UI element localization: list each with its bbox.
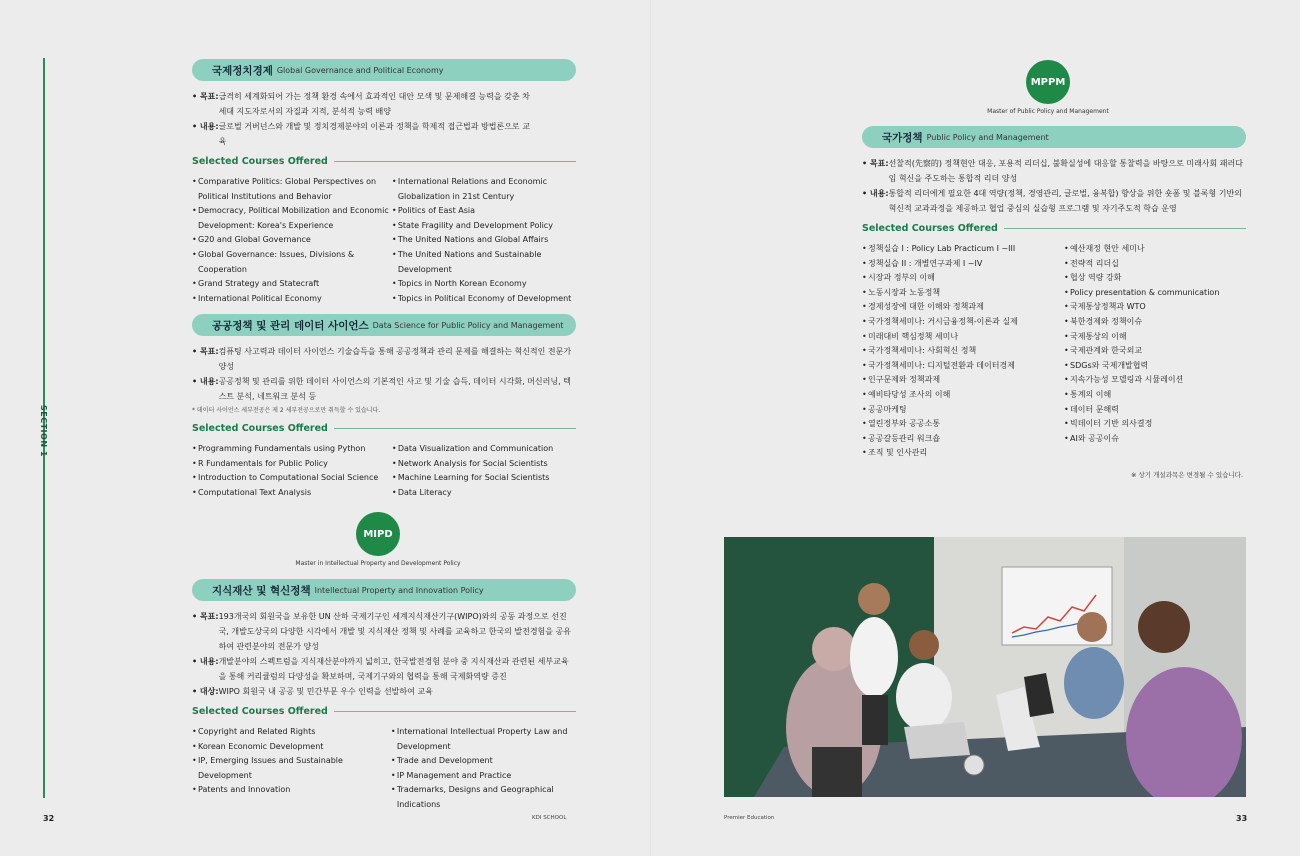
course-item: • 국제통상정책과 WTO xyxy=(1064,300,1244,315)
course-item: • Trade and Development xyxy=(391,754,576,769)
page-number-right: 33 xyxy=(1236,814,1248,823)
mppm-title-ko: 국가정책 xyxy=(882,131,923,144)
course-item: • 예산재정 현안 세미나 xyxy=(1064,242,1244,257)
classroom-photo xyxy=(724,537,1246,797)
dsppm-goal: • 목표: 컴퓨팅 사고력과 데이터 사이언스 기술습득을 통해 공공정책과 관리 문제를 해결하는 혁신적인 전문가 양성 xyxy=(192,347,572,371)
course-item: • Topics in Political Economy of Development xyxy=(392,292,576,307)
course-item: • Topics in North Korean Economy xyxy=(392,277,576,292)
mipd-title-ko: 지식재산 및 혁신정책 xyxy=(212,584,311,597)
dsppm-note: * 데이터 사이언스 세부전공은 제 2 세부전공으로만 취득할 수 있습니다. xyxy=(192,407,381,414)
course-item: • 공공마케팅 xyxy=(862,403,1064,418)
dsppm-title-en: Data Science for Public Policy and Management xyxy=(372,320,564,330)
course-item: • 국가정책세미나: 사회혁신 정책 xyxy=(862,344,1064,359)
ggpe-bullets xyxy=(192,89,532,149)
page-gutter xyxy=(650,0,651,856)
course-item: • 미래대비 핵심정책 세미나 xyxy=(862,330,1064,345)
course-item: • 경제성장에 대한 이해와 정책과제 xyxy=(862,300,1064,315)
ggpe-title-en: Global Governance and Political Economy xyxy=(276,65,444,75)
ggpe-courses-heading: Selected Courses Offered xyxy=(192,156,576,167)
course-item: • 국가정책세미나: 거시금융정책-이론과 실제 xyxy=(862,315,1064,330)
course-item: • The United Nations and Global Affairs xyxy=(392,233,576,248)
course-item: • State Fragility and Development Policy xyxy=(392,219,576,234)
mipd-course-col-2 xyxy=(391,725,576,813)
mppm-content: • 내용: 통합적 리더에게 필요한 4대 역량(정책, 경영관리, 글로벌, 융복합) 향상을 위한 숏폼 및 블록형 기반의 혁신적 교과과정을 제공하고 협업 중심의 실습형 프로그램 및 자기주도적 학습 운영 xyxy=(862,189,1242,213)
mipd-block xyxy=(192,579,576,813)
course-item: • 공공갈등관리 워크숍 xyxy=(862,432,1064,447)
mppm-title-en: Public Policy and Management xyxy=(926,132,1049,142)
mppm-courses-heading: Selected Courses Offered xyxy=(862,223,1246,234)
course-item: • IP Management and Practice xyxy=(391,769,576,784)
course-item: • 전략적 리더십 xyxy=(1064,257,1244,272)
course-item: • G20 and Global Governance xyxy=(192,233,392,248)
course-item: • 데이터 문해력 xyxy=(1064,403,1244,418)
course-item: • Data Literacy xyxy=(392,486,576,501)
course-item: • Patents and Innovation xyxy=(192,783,391,798)
course-item: • Comparative Politics: Global Perspectives on Political Institutions and Behavior xyxy=(192,175,392,204)
mppm-logo-subtitle: Master of Public Policy and Management xyxy=(987,108,1109,115)
mipd-logo-subtitle: Master in Intellectual Property and Development Policy xyxy=(295,560,461,567)
dsppm-course-col-2 xyxy=(392,442,576,500)
course-item: • 예비타당성 조사의 이해 xyxy=(862,388,1064,403)
course-item: • The United Nations and Sustainable Development xyxy=(392,248,576,277)
mppm-footnote: ※ 상기 개설과목은 변경될 수 있습니다. xyxy=(1131,471,1244,479)
footer-right: Premier Education xyxy=(724,815,775,821)
course-item: • SDGs와 국제개발협력 xyxy=(1064,359,1244,374)
course-item: • Machine Learning for Social Scientists xyxy=(392,471,576,486)
course-item: • 정책실습 I : Policy Lab Practicum I ~III xyxy=(862,242,1064,257)
course-item: • Copyright and Related Rights xyxy=(192,725,391,740)
course-item: • International Intellectual Property Law and Development xyxy=(391,725,576,754)
mipd-title-en: Intellectual Property and Innovation Policy xyxy=(314,585,484,595)
course-item: • IP, Emerging Issues and Sustainable Development xyxy=(192,754,391,783)
mppm-course-cols xyxy=(862,242,1246,461)
mppm-title-pill xyxy=(862,126,1246,148)
course-item: • Grand Strategy and Statecraft xyxy=(192,277,392,292)
mipd-content: • 내용: 개발분야의 스펙트럼을 지식재산분야까지 넓히고, 한국발전경험 분야 중 지식재산과 관련된 세부교육을 통해 커리큘럼의 다양성을 확보하며, 국제기구와의 협력을 통해 국제화역량 증진 xyxy=(192,657,569,681)
course-item: • Computational Text Analysis xyxy=(192,486,392,501)
course-item: • R Fundamentals for Public Policy xyxy=(192,457,392,472)
ggpe-title-pill xyxy=(192,59,576,81)
ggpe-content: • 내용: 글로벌 거버넌스와 개발 및 정치경제분야의 이론과 정책을 학제적 접근법과 방법론으로 교육 xyxy=(192,122,530,146)
course-item: • Politics of East Asia xyxy=(392,204,576,219)
course-item: • 빅데이터 기반 의사결정 xyxy=(1064,417,1244,432)
mipd-title-pill xyxy=(192,579,576,601)
course-item: • AI와 공공이슈 xyxy=(1064,432,1244,447)
ggpe-block xyxy=(192,59,576,306)
mppm-logo: MPPM xyxy=(1026,60,1070,104)
footer-left: KDI SCHOOL xyxy=(532,815,567,821)
course-item: • Democracy, Political Mobilization and Economic Development: Korea's Experience xyxy=(192,204,392,233)
ggpe-course-cols xyxy=(192,175,576,306)
mipd-goal: • 목표: 193개국의 회원국을 보유한 UN 산하 국제기구인 세계지식재산기구(WIPO)와의 공동 과정으로 선진국, 개발도상국의 다양한 시각에서 개발 및 지식재산 정책 및 사례를 교육하고 한국의 발전경험을 공유하여 관련분야의 전문가 양성 xyxy=(192,612,572,651)
course-item: • Trademarks, Designs and Geographical Indications xyxy=(391,783,576,812)
mipd-target: • 대상: WIPO 회원국 내 공공 및 민간부문 우수 인력을 선발하여 교육 xyxy=(192,687,433,696)
mipd-logo: MIPD xyxy=(356,512,400,556)
course-item: • 정책실습 II : 개별연구과제 I ~IV xyxy=(862,257,1064,272)
dsppm-bullets xyxy=(192,344,576,404)
mipd-course-cols xyxy=(192,725,576,813)
mppm-block xyxy=(862,126,1246,461)
course-item: • 노동시장과 노동정책 xyxy=(862,286,1064,301)
mppm-bullets xyxy=(862,156,1246,216)
course-item: • 국제관계와 한국외교 xyxy=(1064,344,1244,359)
dsppm-title-pill xyxy=(192,314,576,336)
mppm-course-col-1 xyxy=(862,242,1064,461)
dsppm-title-ko: 공공정책 및 관리 데이터 사이언스 xyxy=(212,319,369,332)
dsppm-courses-heading: Selected Courses Offered xyxy=(192,423,576,434)
dsppm-course-col-1 xyxy=(192,442,392,500)
mppm-course-col-2 xyxy=(1064,242,1244,461)
course-item: • International Political Economy xyxy=(192,292,392,307)
course-item: • Korean Economic Development xyxy=(192,740,391,755)
ggpe-title-ko: 국제정치경제 xyxy=(212,64,273,77)
mipd-course-col-1 xyxy=(192,725,391,813)
course-item: • 조직 및 인사관리 xyxy=(862,446,1064,461)
mipd-bullets xyxy=(192,609,576,699)
course-item: • 북한경제와 정책이슈 xyxy=(1064,315,1244,330)
course-item: • International Relations and Economic Globalization in 21st Century xyxy=(392,175,576,204)
ggpe-goal: • 목표: 급격히 세계화되어 가는 정책 환경 속에서 효과적인 대안 모색 및 문제해결 능력을 갖춘 차세대 지도자로서의 자질과 지적, 분석적 능력 배양 xyxy=(192,92,530,116)
course-item: • 국제통상의 이해 xyxy=(1064,330,1244,345)
ggpe-course-col-2 xyxy=(392,175,576,306)
classroom-photo-illustration xyxy=(724,537,1246,797)
course-item: • Introduction to Computational Social Science xyxy=(192,471,392,486)
course-item: • 협상 역량 강화 xyxy=(1064,271,1244,286)
page-number-left: 32 xyxy=(43,814,55,823)
section-label: SECTION 1 xyxy=(39,405,48,457)
dsppm-block xyxy=(192,314,576,500)
course-item: • 통계의 이해 xyxy=(1064,388,1244,403)
course-item: • Programming Fundamentals using Python xyxy=(192,442,392,457)
dsppm-course-cols xyxy=(192,442,576,500)
course-item: • 국가정책세미나: 디지털전환과 데이터경제 xyxy=(862,359,1064,374)
dsppm-content: • 내용: 공공정책 및 관리를 위한 데이터 사이언스의 기본적인 사고 및 기술 습득, 데이터 시각화, 머신러닝, 텍스트 분석, 네트워크 분석 등 xyxy=(192,377,571,401)
course-item: • 열린정부와 공공소통 xyxy=(862,417,1064,432)
course-item: • Policy presentation & communication xyxy=(1064,286,1244,301)
course-item: • 인구문제와 정책과제 xyxy=(862,373,1064,388)
ggpe-course-col-1 xyxy=(192,175,392,306)
course-item: • 지속가능성 모델링과 시뮬레이션 xyxy=(1064,373,1244,388)
course-item: • Network Analysis for Social Scientists xyxy=(392,457,576,472)
course-item: • Data Visualization and Communication xyxy=(392,442,576,457)
mipd-courses-heading: Selected Courses Offered xyxy=(192,706,576,717)
course-item: • 시장과 정부의 이해 xyxy=(862,271,1064,286)
mppm-goal: • 목표: 선찰적(先察的) 정책현안 대응, 포용적 리더십, 불확실성에 대응할 통찰력을 바탕으로 미래사회 패러다임 혁신을 주도하는 통합적 리더 양성 xyxy=(862,159,1243,183)
course-item: • Global Governance: Issues, Divisions & Cooperation xyxy=(192,248,392,277)
